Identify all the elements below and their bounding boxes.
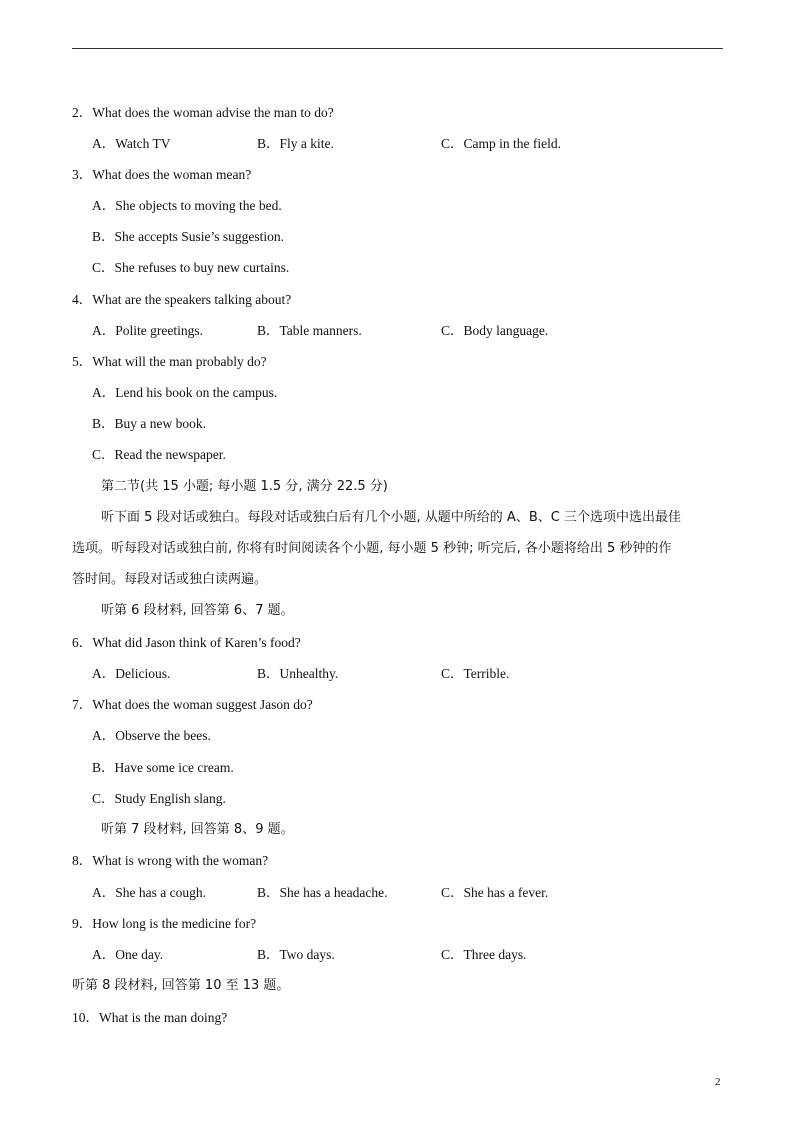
question-8-option-a: A．She has a cough. xyxy=(92,885,206,900)
question-3-option-b: B．She accepts Susie’s suggestion. xyxy=(92,229,284,244)
section-2-heading: 第二节(共 15 小题; 每小题 1.5 分, 满分 22.5 分) xyxy=(101,479,388,494)
question-5-option-a: A．Lend his book on the campus. xyxy=(92,385,278,400)
question-8-stem: 8．What is wrong with the woman? xyxy=(72,853,269,868)
question-6-option-b: B．Unhealthy. xyxy=(257,666,339,681)
question-7-option-b: B．Have some ice cream. xyxy=(92,760,234,775)
question-6-stem: 6．What did Jason think of Karen’s food? xyxy=(72,635,301,650)
question-2-stem: 2．What does the woman advise the man to do? xyxy=(72,105,334,120)
question-5-option-b: B．Buy a new book. xyxy=(92,416,206,431)
section-2-instruction-line-2: 选项。听每段对话或独白前, 你将有时间阅读各个小题, 每小题 5 秒钟; 听完后, 各小题将给出 5 秒钟的作 xyxy=(72,541,672,556)
question-9-option-b: B．Two days. xyxy=(257,947,335,962)
question-7-option-c: C．Study English slang. xyxy=(92,791,226,806)
question-2-option-a: A．Watch TV xyxy=(92,136,171,151)
section-2-instruction-line-1: 听下面 5 段对话或独白。每段对话或独白后有几个小题, 从题中所给的 A、B、C 三个选项中选出最佳 xyxy=(101,510,681,525)
question-6-option-a: A．Delicious. xyxy=(92,666,171,681)
question-7-option-a: A．Observe the bees. xyxy=(92,728,211,743)
material-6-instruction: 听第 6 段材料, 回答第 6、7 题。 xyxy=(101,603,294,618)
question-9-option-a: A．One day. xyxy=(92,947,164,962)
question-10-stem: 10．What is the man doing? xyxy=(72,1010,228,1025)
page-number: 2 xyxy=(715,1076,721,1088)
question-3-stem: 3．What does the woman mean? xyxy=(72,167,252,182)
question-2-option-c: C．Camp in the field. xyxy=(441,136,561,151)
question-3-option-a: A．She objects to moving the bed. xyxy=(92,198,282,213)
header-rule xyxy=(72,48,723,49)
section-2-instruction-line-3: 答时间。每段对话或独白读两遍。 xyxy=(72,572,268,587)
question-9-stem: 9．How long is the medicine for? xyxy=(72,916,257,931)
question-9-option-c: C．Three days. xyxy=(441,947,527,962)
material-8-instruction: 听第 8 段材料, 回答第 10 至 13 题。 xyxy=(72,978,290,993)
question-8-option-c: C．She has a fever. xyxy=(441,885,549,900)
question-6-option-c: C．Terrible. xyxy=(441,666,510,681)
question-8-option-b: B．She has a headache. xyxy=(257,885,388,900)
material-7-instruction: 听第 7 段材料, 回答第 8、9 题。 xyxy=(101,822,294,837)
question-5-stem: 5．What will the man probably do? xyxy=(72,354,267,369)
question-2-option-b: B．Fly a kite. xyxy=(257,136,334,151)
question-7-stem: 7．What does the woman suggest Jason do? xyxy=(72,697,313,712)
question-4-option-b: B．Table manners. xyxy=(257,323,362,338)
question-4-option-a: A．Polite greetings. xyxy=(92,323,203,338)
question-5-option-c: C．Read the newspaper. xyxy=(92,447,226,462)
question-4-option-c: C．Body language. xyxy=(441,323,549,338)
question-3-option-c: C．She refuses to buy new curtains. xyxy=(92,260,290,275)
question-4-stem: 4．What are the speakers talking about? xyxy=(72,292,292,307)
